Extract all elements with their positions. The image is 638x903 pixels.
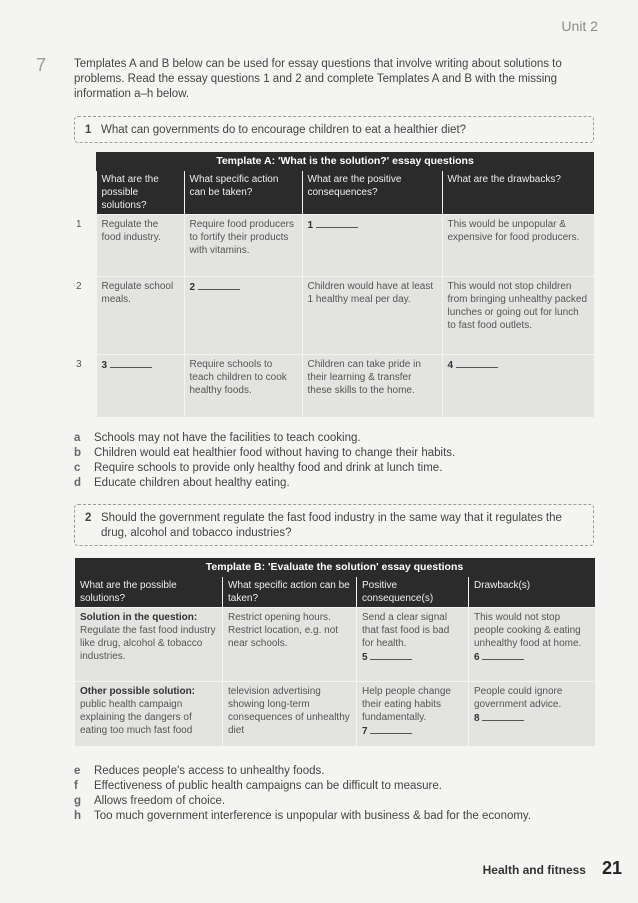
column-header: What are the possible solutions? <box>96 171 184 215</box>
answer-blank[interactable] <box>370 650 412 660</box>
action-cell: television advertising showing long-term consequences of unhealthy diet <box>223 682 357 746</box>
row-number: 2 <box>74 277 96 355</box>
unit-label: Unit 2 <box>561 18 598 34</box>
action-cell: Require food producers to fortify their products with vitamins. <box>184 215 302 277</box>
page-footer <box>483 858 622 879</box>
option-key: f <box>74 780 78 792</box>
question-text: What can governments do to encourage children to eat a healthier diet? <box>101 124 467 136</box>
drawback-cell <box>469 682 595 746</box>
section-title: Health and fitness <box>482 863 586 877</box>
option-key: b <box>74 447 82 459</box>
drawback-cell: This would not stop children from bringing unhealthy packed lunches or going out for lunch to fast food outlets. <box>442 277 594 355</box>
option-item <box>74 779 604 794</box>
blank-number: 6 <box>474 652 480 663</box>
positive-cell <box>302 215 442 277</box>
positive-text: Send a clear signal that fast food is bad for health. <box>362 612 450 649</box>
blank-corner <box>74 152 96 171</box>
blank-number: 2 <box>189 282 196 293</box>
solution-text: public health campaign explaining the dangers of eating too much fast food <box>80 699 193 736</box>
column-header: What are the possible solutions? <box>75 577 223 608</box>
solution-cell: Regulate school meals. <box>96 277 184 355</box>
option-item <box>74 476 604 491</box>
action-cell: Require schools to teach children to cook healthy foods. <box>184 355 302 417</box>
drawback-text: This would not stop people cooking & eating unhealthy food at home. <box>474 612 582 649</box>
column-header: What specific action can be taken? <box>223 577 357 608</box>
answer-blank[interactable] <box>456 358 498 368</box>
answer-blank[interactable] <box>482 650 524 660</box>
solution-cell <box>75 608 223 682</box>
option-key: g <box>74 795 82 807</box>
option-text: Effectiveness of public health campaigns can be difficult to measure. <box>94 780 442 792</box>
drawback-text: People could ignore government advice. <box>474 686 563 710</box>
solution-cell <box>96 355 184 417</box>
blank-number: 1 <box>307 220 314 231</box>
question-number: 2 <box>85 512 92 524</box>
option-text: Require schools to provide only healthy food and drink at lunch time. <box>94 462 443 474</box>
option-item <box>74 764 604 779</box>
option-key: d <box>74 477 82 489</box>
template-a-table <box>74 152 594 417</box>
exercise-instructions: Templates A and B below can be used for essay questions that involve writing about solutions to problems. Read the essay questions 1 and 2 and complete Templates A and B with the missing information a–h below. <box>74 58 562 100</box>
blank-number: 8 <box>474 713 480 724</box>
blank-number: 4 <box>447 360 454 371</box>
table-row <box>74 355 594 417</box>
option-key: e <box>74 765 81 777</box>
exercise-number: 7 <box>36 55 47 75</box>
answer-blank[interactable] <box>198 280 240 290</box>
option-key: a <box>74 432 81 444</box>
solution-cell: Regulate the food industry. <box>96 215 184 277</box>
action-cell: Restrict opening hours. Restrict location, e.g. not near schools. <box>223 608 357 682</box>
column-header: What specific action can be taken? <box>184 171 302 215</box>
page-number: 21 <box>601 858 622 878</box>
answer-blank[interactable] <box>482 711 524 721</box>
template-b-title: Template B: 'Evaluate the solution' essay questions <box>75 558 595 577</box>
blank-corner <box>74 171 96 215</box>
column-header: What are the positive consequences? <box>302 171 442 215</box>
solution-cell <box>75 682 223 746</box>
table-row <box>74 215 594 277</box>
row-label: Solution in the question: <box>80 612 198 623</box>
table-row <box>75 608 595 682</box>
row-label: Other possible solution: <box>80 686 196 697</box>
answer-blank[interactable] <box>316 218 358 228</box>
option-item <box>74 794 604 809</box>
positive-cell: Children can take pride in their learning & transfer these skills to the home. <box>302 355 442 417</box>
solution-text: Regulate the fast food industry like drug, alcohol & tobacco industries. <box>80 625 216 662</box>
answer-blank[interactable] <box>370 724 412 734</box>
table-row <box>75 682 595 746</box>
option-item <box>74 461 604 476</box>
drawback-cell <box>442 355 594 417</box>
option-text: Reduces people's access to unhealthy foods. <box>94 765 325 777</box>
template-b-table <box>74 558 595 746</box>
option-text: Allows freedom of choice. <box>94 795 226 807</box>
essay-question-1 <box>74 116 594 143</box>
option-text: Schools may not have the facilities to teach cooking. <box>94 432 361 444</box>
table-row <box>74 277 594 355</box>
option-text: Too much government interference is unpopular with business & bad for the economy. <box>94 810 532 822</box>
column-header: What are the drawbacks? <box>442 171 594 215</box>
options-a-h-part1 <box>74 431 604 491</box>
option-key: c <box>74 462 81 474</box>
drawback-cell <box>469 608 595 682</box>
template-a-title: Template A: 'What is the solution?' essay questions <box>96 152 594 171</box>
blank-number: 7 <box>362 726 368 737</box>
options-a-h-part2 <box>74 764 604 824</box>
column-header: Positive consequence(s) <box>357 577 469 608</box>
row-number: 3 <box>74 355 96 417</box>
option-item <box>74 431 604 446</box>
option-text: Educate children about healthy eating. <box>94 477 290 489</box>
answer-blank[interactable] <box>110 358 152 368</box>
option-item <box>74 809 604 824</box>
column-header: Drawback(s) <box>469 577 595 608</box>
positive-cell: Children would have at least 1 healthy meal per day. <box>302 277 442 355</box>
row-number: 1 <box>74 215 96 277</box>
blank-number: 5 <box>362 652 368 663</box>
positive-cell <box>357 682 469 746</box>
blank-number: 3 <box>101 360 108 371</box>
question-number: 1 <box>85 124 92 136</box>
option-text: Children would eat healthier food without having to change their habits. <box>94 447 456 459</box>
positive-text: Help people change their eating habits fundamentally. <box>362 686 451 723</box>
action-cell <box>184 277 302 355</box>
essay-question-2 <box>74 504 594 546</box>
positive-cell <box>357 608 469 682</box>
option-item <box>74 446 604 461</box>
drawback-cell: This would be unpopular & expensive for food producers. <box>442 215 594 277</box>
option-key: h <box>74 810 82 822</box>
question-text: Should the government regulate the fast food industry in the same way that it regulates the drug, alcohol and tobacco industries? <box>101 512 562 539</box>
